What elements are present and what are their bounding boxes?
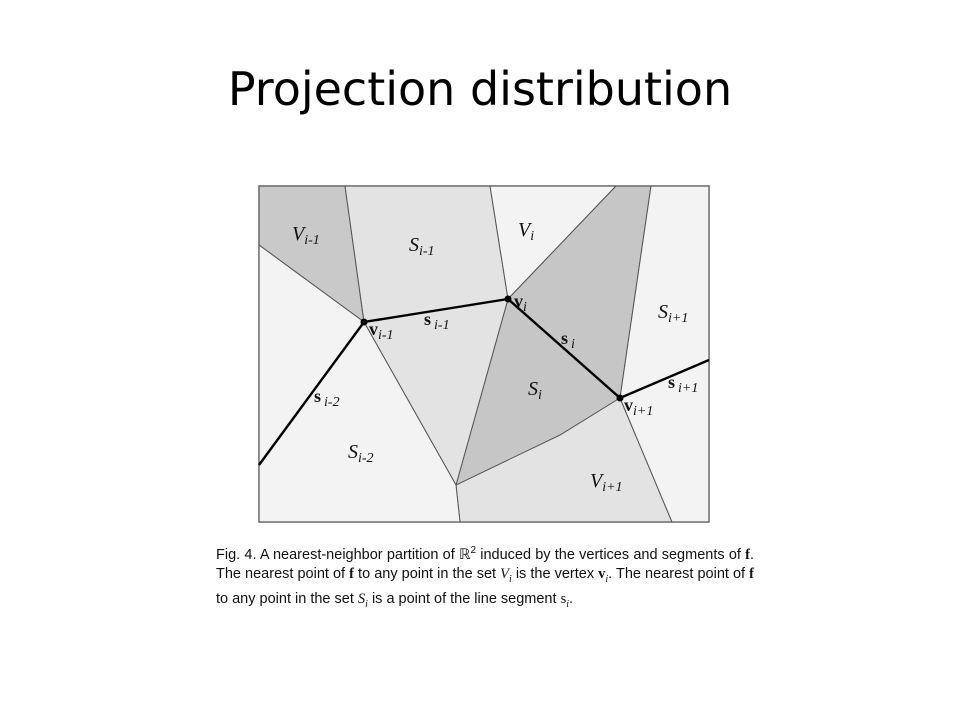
label-s-i: $S_i$ [528,378,542,403]
label-s-prev2: $S_{i-2}$ [348,441,374,466]
label-s-next: $S_{i+1}$ [658,301,689,326]
figure-caption: Fig. 4. A nearest-neighbor partition of ℝ$^2$ induced by the vertices and segments of f. The nearest point of f to any point in the set $V_i$ is the vertex $v_i$. The nearest point of f to any point in the set $S_i$ is a point of the line segment $s_i$. [216,545,755,610]
label-vertex-next: $v_{i+1}$ [624,395,654,419]
label-vertex-i: $v_i$ [514,291,527,315]
slide-title: Projection distribution [227,62,733,116]
vertex-dot-next [617,395,624,402]
label-seg-next: s $_{i+1}$ [668,372,699,396]
label-v-prev: $V_{i-1}$ [292,223,320,248]
label-vertex-prev: $v_{i-1}$ [369,319,394,343]
vertex-dot-i [505,296,512,303]
caption-fig-label: Fig. 4. [216,546,257,563]
label-seg-prev: s $_{i-1}$ [424,309,450,333]
label-v-next: $V_{i+1}$ [590,470,623,495]
label-seg-prev2: s $_{i-2}$ [314,386,340,410]
label-seg-i: s $_i$ [561,328,575,352]
vertex-dot-prev [361,319,368,326]
label-s-prev: $S_{i-1}$ [409,234,435,259]
label-v-i: $V_i$ [518,219,535,244]
